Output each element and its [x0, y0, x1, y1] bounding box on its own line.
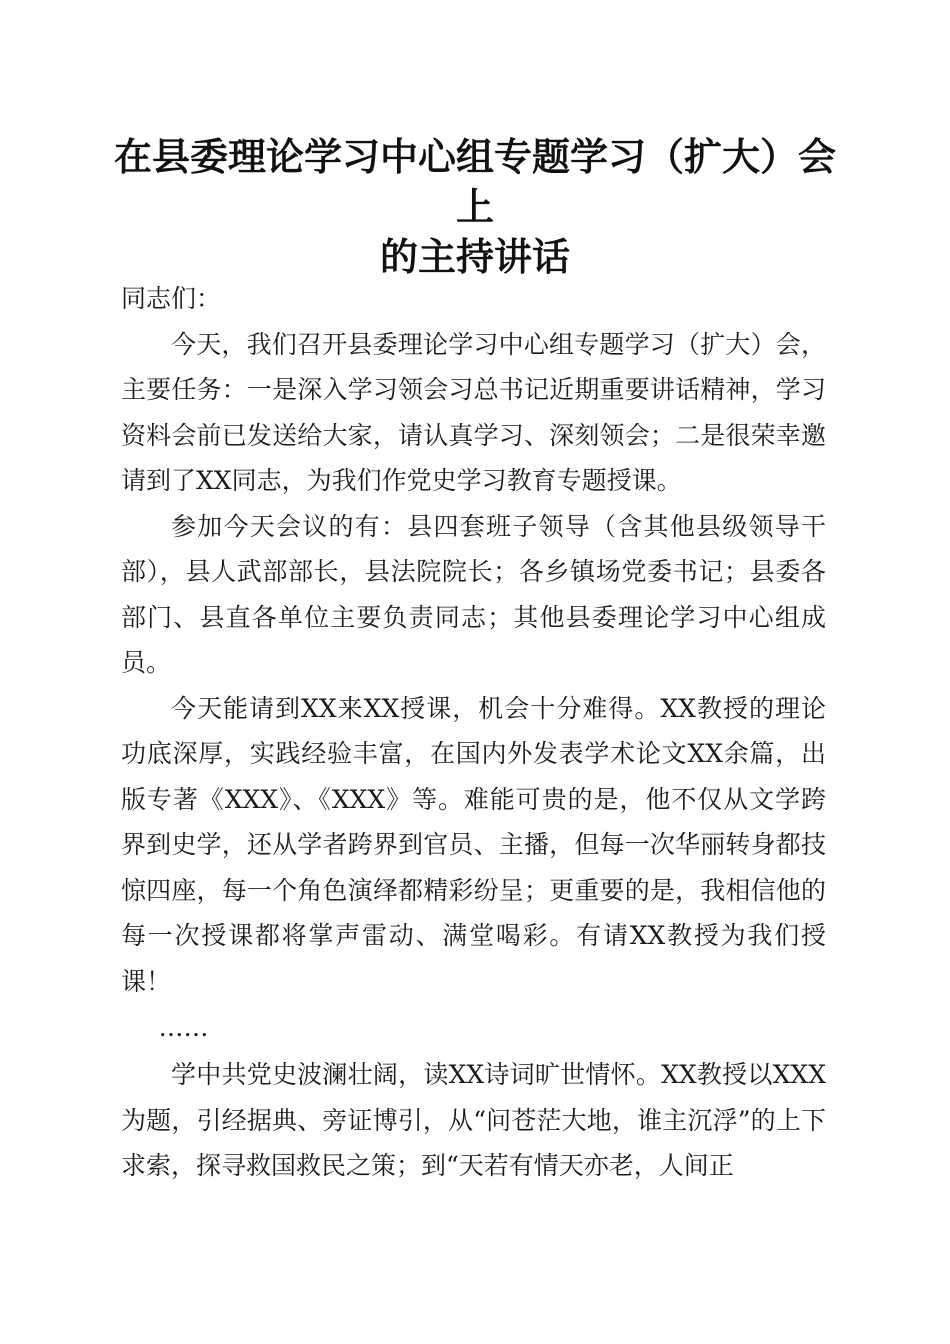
- ellipsis-separator: ……: [158, 1013, 209, 1042]
- paragraph-closing: 学中共党史波澜壮阔，读XX诗词旷世情怀。XX教授以XXX为题，引经据典、旁证博引，从“问苍茫大地，谁主沉浮”的上下求索，探寻救国救民之策；到“天若有情天亦老，人间正: [121, 1060, 826, 1180]
- document-body: [121, 276, 826, 1189]
- paragraph-introduction: 今天能请到XX来XX授课，机会十分难得。XX教授的理论功底深厚，实践经验丰富，在国内外发表学术论文XX余篇，出版专著《XXX》、《XXX》等。难能可贵的是，他不仅从文学跨界到史学，还从学者跨界到官员、主播，但每一次华丽转身都技惊四座，每一个角色演绎都精彩纷呈；更重要的是，我相信他的每一次授课都将掌声雷动、满堂喝彩。有请XX教授为我们授课！: [121, 693, 826, 996]
- document-title: [110, 132, 840, 282]
- salutation: 同志们：: [121, 284, 222, 313]
- paragraph-attendees: 参加今天会议的有：县四套班子领导（含其他县级领导干部），县人武部部长，县法院院长；各乡镇场党委书记；县委各部门、县直各单位主要负责同志；其他县委理论学习中心组成员。: [121, 511, 826, 677]
- paragraph-opening: 今天，我们召开县委理论学习中心组专题学习（扩大）会，主要任务：一是深入学习领会习总书记近期重要讲话精神，学习资料会前已发送给大家，请认真学习、深刻领会；二是很荣幸邀请到了XX同志，为我们作党史学习教育专题授课。: [121, 329, 826, 495]
- title-line-1: 在县委理论学习中心组专题学习（扩大）会上: [113, 134, 836, 229]
- title-line-2: 的主持讲话: [379, 234, 570, 279]
